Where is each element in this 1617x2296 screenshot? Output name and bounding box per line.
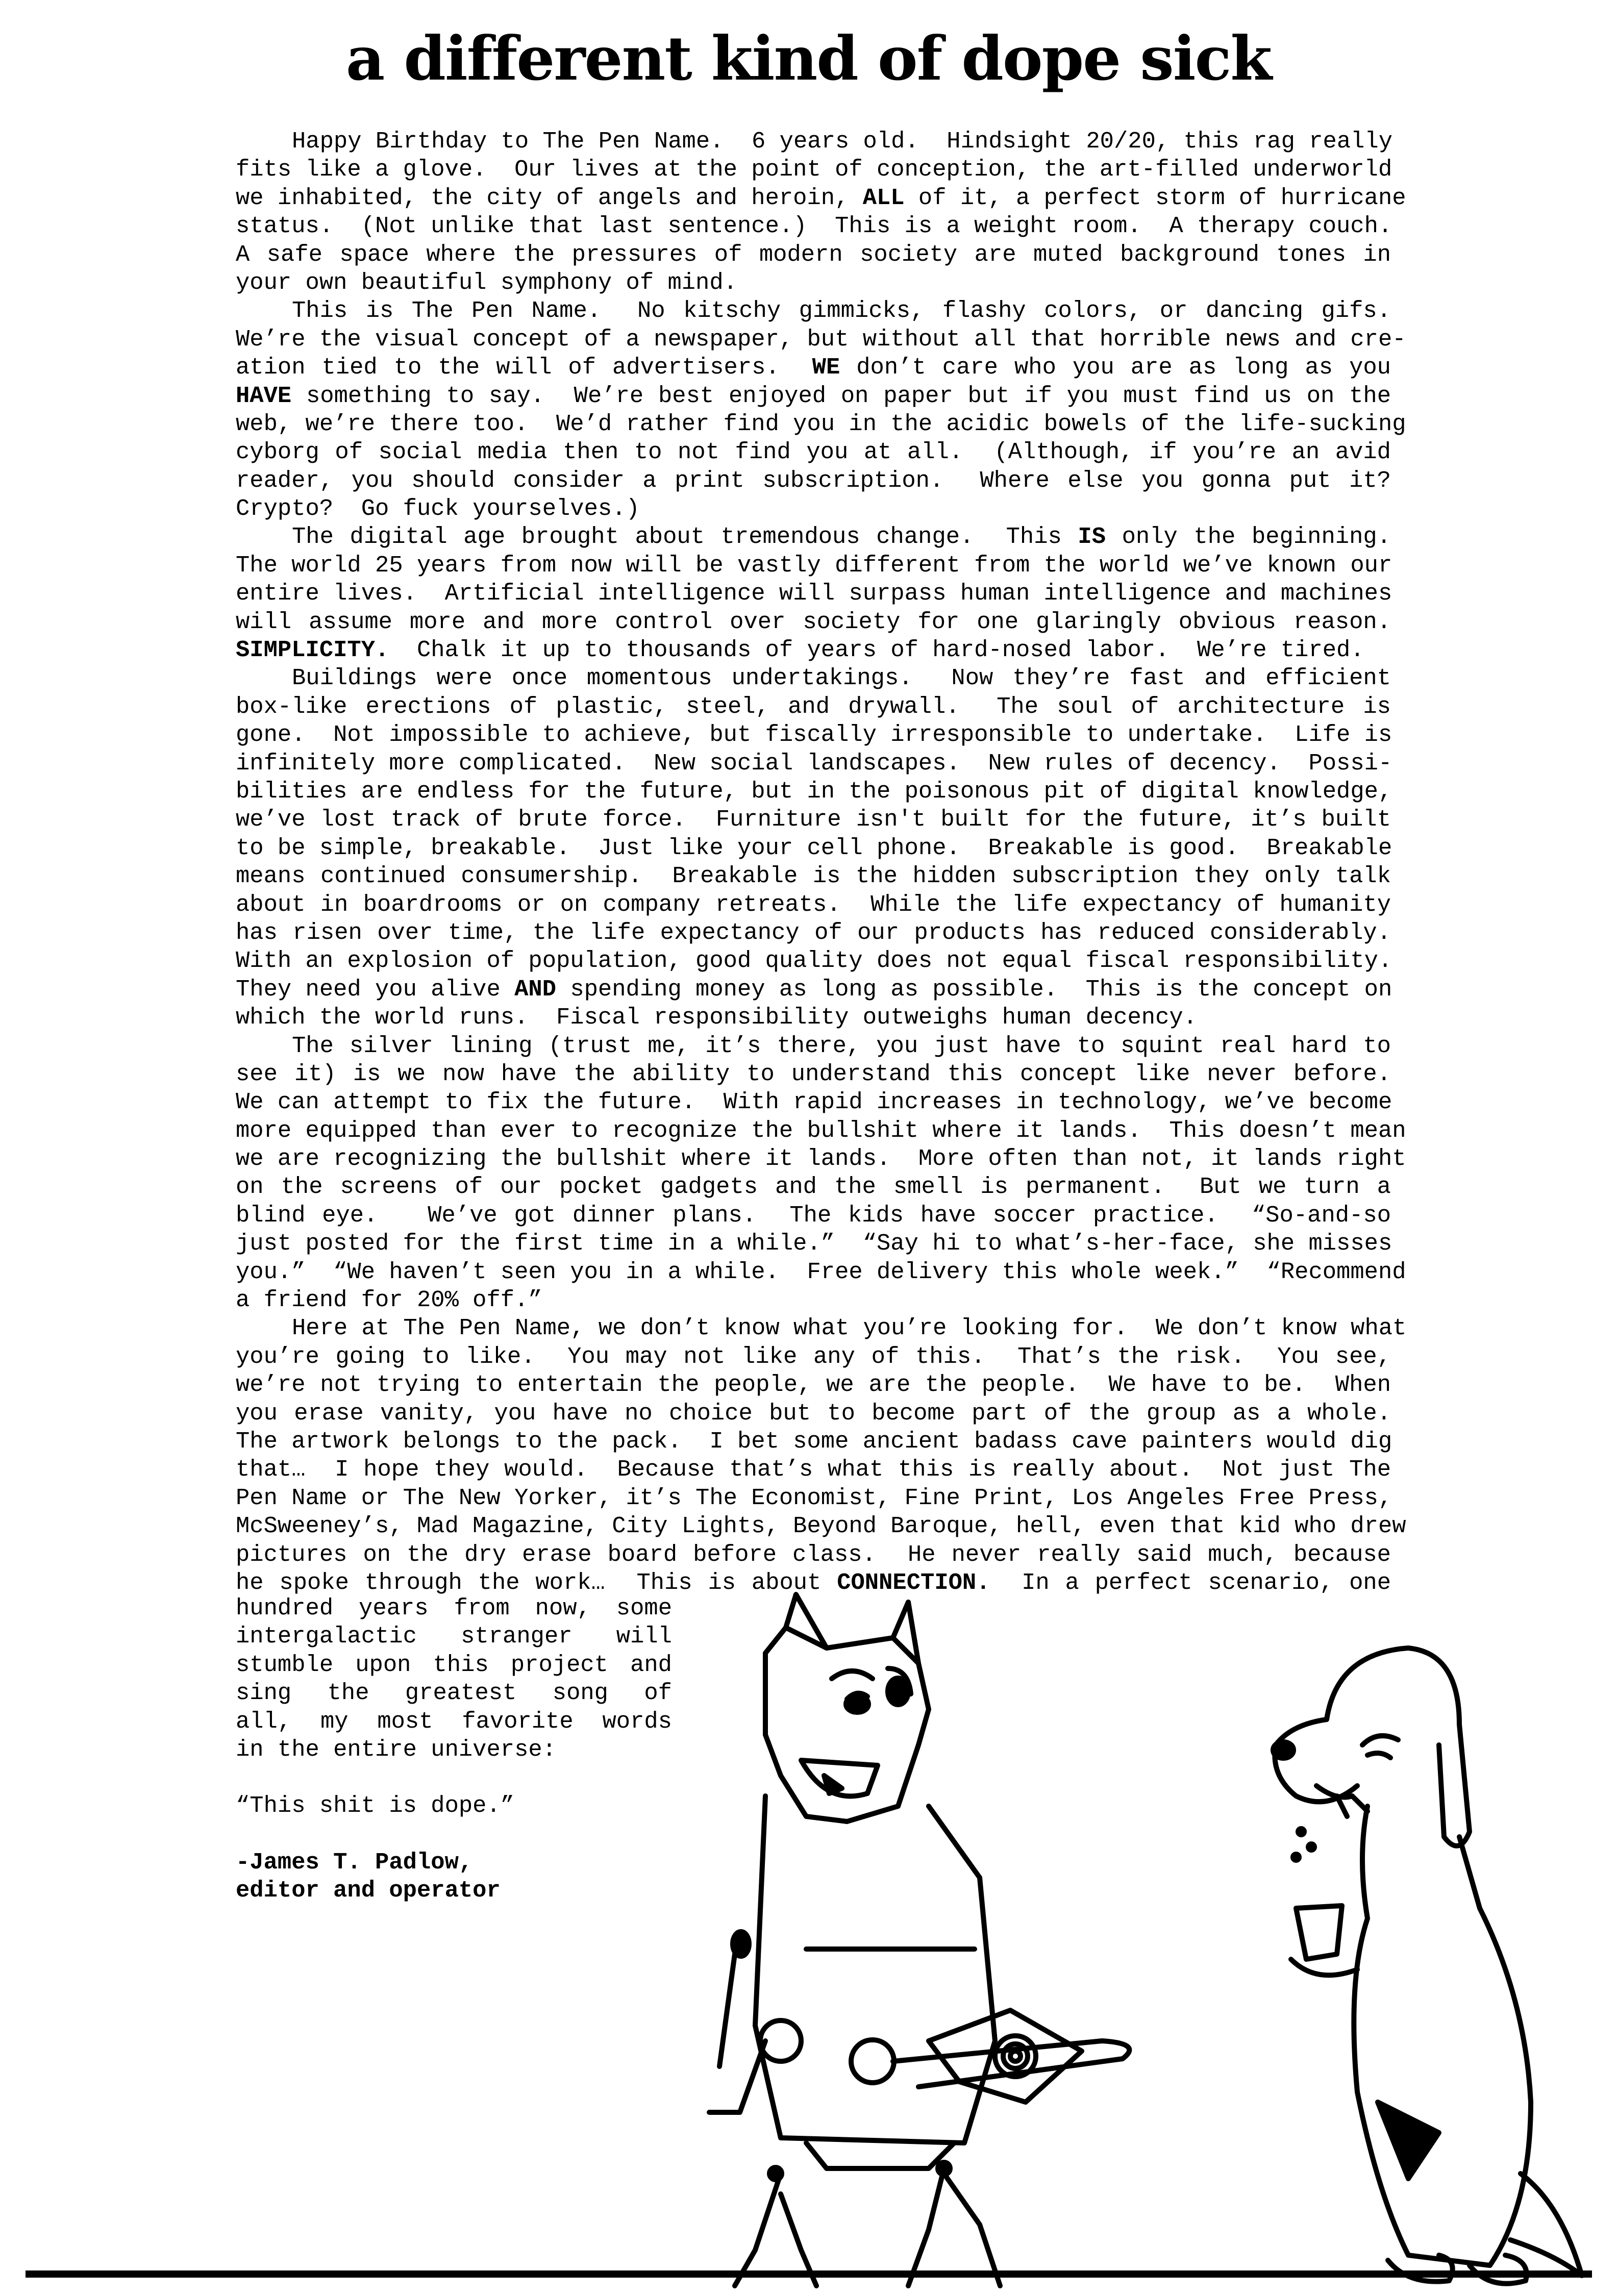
text-line: infinitely more complicated. New social landscapes. New rules of decency. Possi- xyxy=(236,750,1392,777)
text-line: hundred years from now, some xyxy=(236,1595,672,1621)
text-line: stumble upon this project and xyxy=(236,1651,672,1678)
text-line: we are recognizing the bullshit where it lands. More often than not, it lands right xyxy=(236,1145,1406,1172)
text-line: which the world runs. Fiscal responsibility outweighs human decency. xyxy=(236,1004,1198,1031)
text-line: editor and operator xyxy=(236,1877,501,1904)
text-line: With an explosion of population, good quality does not equal fiscal responsibility. xyxy=(236,947,1392,975)
text-line: This is The Pen Name. No kitschy gimmicks, flashy colors, or dancing gifs. xyxy=(292,297,1391,325)
text-line: you.” “We haven’t seen you in a while. Free delivery this whole week.” “Recommend xyxy=(236,1258,1406,1285)
text-line: Happy Birthday to The Pen Name. 6 years old. Hindsight 20/20, this rag really xyxy=(292,128,1393,155)
text-line: Crypto? Go fuck yourselves.) xyxy=(236,495,640,522)
text-line: -James T. Padlow, xyxy=(236,1849,473,1876)
text-line: They need you alive AND spending money as long as possible. This is the concept on xyxy=(236,976,1392,1003)
text-line: all, my most favorite words xyxy=(236,1708,672,1735)
text-line: cyborg of social media then to not find you at all. (Although, if you’re an avid xyxy=(236,439,1391,466)
text-line: has risen over time, the life expectancy of our products has reduced considerably. xyxy=(236,919,1391,946)
text-line: HAVE something to say. We’re best enjoyed on paper but if you must find us on the xyxy=(236,382,1391,409)
text-line: pictures on the dry erase board before class. He never really said much, because xyxy=(236,1541,1391,1568)
text-line: you’re going to like. You may not like any of this. That’s the risk. You see, xyxy=(236,1343,1391,1370)
robot-dog-figure xyxy=(709,1594,1129,2286)
ground-line xyxy=(26,2270,1592,2278)
text-line: we’re not trying to entertain the people, we are the people. We have to be. When xyxy=(236,1371,1391,1399)
text-line: box-like erections of plastic, steel, and drywall. The soul of architecture is xyxy=(236,693,1391,720)
text-line: We’re the visual concept of a newspaper, but without all that horrible news and cre- xyxy=(236,326,1406,353)
text-line: on the screens of our pocket gadgets and the smell is permanent. But we turn a xyxy=(236,1174,1391,1201)
text-line: about in boardrooms or on company retreats. While the life expectancy of humanity xyxy=(236,891,1391,918)
text-line: A safe space where the pressures of modern society are muted background tones in xyxy=(236,241,1391,268)
text-line: McSweeney’s, Mad Magazine, City Lights, Beyond Baroque, hell, even that kid who drew xyxy=(236,1513,1406,1540)
basset-hound-figure xyxy=(1273,1648,1582,2284)
text-line: just posted for the first time in a while.” “Say hi to what’s-her-face, she misses xyxy=(236,1230,1392,1257)
text-line: sing the greatest song of xyxy=(236,1680,672,1707)
text-line: Buildings were once momentous undertakings. Now they’re fast and efficient xyxy=(292,665,1391,692)
text-line: “This shit is dope.” xyxy=(236,1792,515,1819)
text-line: we inhabited, the city of angels and heroin, ALL of it, a perfect storm of hurricane xyxy=(236,184,1406,211)
text-line: more equipped than ever to recognize the bullshit where it lands. This doesn’t mean xyxy=(236,1117,1406,1144)
robot-and-dog-illustration xyxy=(541,1592,1612,2296)
text-line: Pen Name or The New Yorker, it’s The Economist, Fine Print, Los Angeles Free Press, xyxy=(236,1484,1392,1511)
text-line: blind eye. We’ve got dinner plans. The kids have soccer practice. “So-and-so xyxy=(236,1202,1391,1229)
text-line: SIMPLICITY. Chalk it up to thousands of years of hard-nosed labor. We’re tired. xyxy=(236,637,1364,664)
text-line: fits like a glove. Our lives at the point of conception, the art-filled underworld xyxy=(236,156,1392,183)
text-line: we’ve lost track of brute force. Furniture isn't built for the future, it’s built xyxy=(236,806,1391,833)
text-line: The digital age brought about tremendous change. This IS only the beginning. xyxy=(292,523,1391,551)
text-line: The silver lining (trust me, it’s there, you just have to squint real hard to xyxy=(292,1032,1391,1059)
text-line: reader, you should consider a print subscription. Where else you gonna put it? xyxy=(236,467,1391,494)
page-title: a different kind of dope sick xyxy=(345,23,1272,94)
text-line: means continued consumership. Breakable is the hidden subscription they only talk xyxy=(236,863,1391,890)
text-line: see it) is we now have the ability to understand this concept like never before. xyxy=(236,1060,1391,1087)
text-line: that… I hope they would. Because that’s what this is really about. Not just The xyxy=(236,1456,1391,1483)
text-line: web, we’re there too. We’d rather find you in the acidic bowels of the life-sucking xyxy=(236,410,1406,437)
text-line: Here at The Pen Name, we don’t know what you’re looking for. We don’t know what xyxy=(292,1315,1407,1342)
text-line: he spoke through the work… This is about CONNECTION. In a perfect scenario, one xyxy=(236,1569,1391,1596)
text-line: you erase vanity, you have no choice but to become part of the group as a whole. xyxy=(236,1400,1391,1427)
text-line: ation tied to the will of advertisers. WE don’t care who you are as long as you xyxy=(236,354,1391,381)
text-line: will assume more and more control over society for one glaringly obvious reason. xyxy=(236,608,1391,635)
article-body xyxy=(236,128,1407,1597)
text-line: in the entire universe: xyxy=(236,1736,557,1763)
text-line: your own beautiful symphony of mind. xyxy=(236,269,737,296)
text-line: The artwork belongs to the pack. I bet some ancient badass cave painters would dig xyxy=(236,1428,1392,1455)
text-line: to be simple, breakable. Just like your cell phone. Breakable is good. Breakable xyxy=(236,834,1392,861)
text-line: bilities are endless for the future, but in the poisonous pit of digital knowledge, xyxy=(236,778,1392,805)
text-line: a friend for 20% off.” xyxy=(236,1287,542,1314)
text-line: The world 25 years from now will be vastly different from the world we’ve known our xyxy=(236,552,1392,579)
text-line: entire lives. Artificial intelligence will surpass human intelligence and machines xyxy=(236,580,1392,607)
text-line: status. (Not unlike that last sentence.) This is a weight room. A therapy couch. xyxy=(236,213,1392,240)
text-line: We can attempt to fix the future. With rapid increases in technology, we’ve become xyxy=(236,1089,1392,1116)
text-line: intergalactic stranger will xyxy=(236,1623,672,1650)
text-line: gone. Not impossible to achieve, but fiscally irresponsible to undertake. Life is xyxy=(236,721,1392,748)
